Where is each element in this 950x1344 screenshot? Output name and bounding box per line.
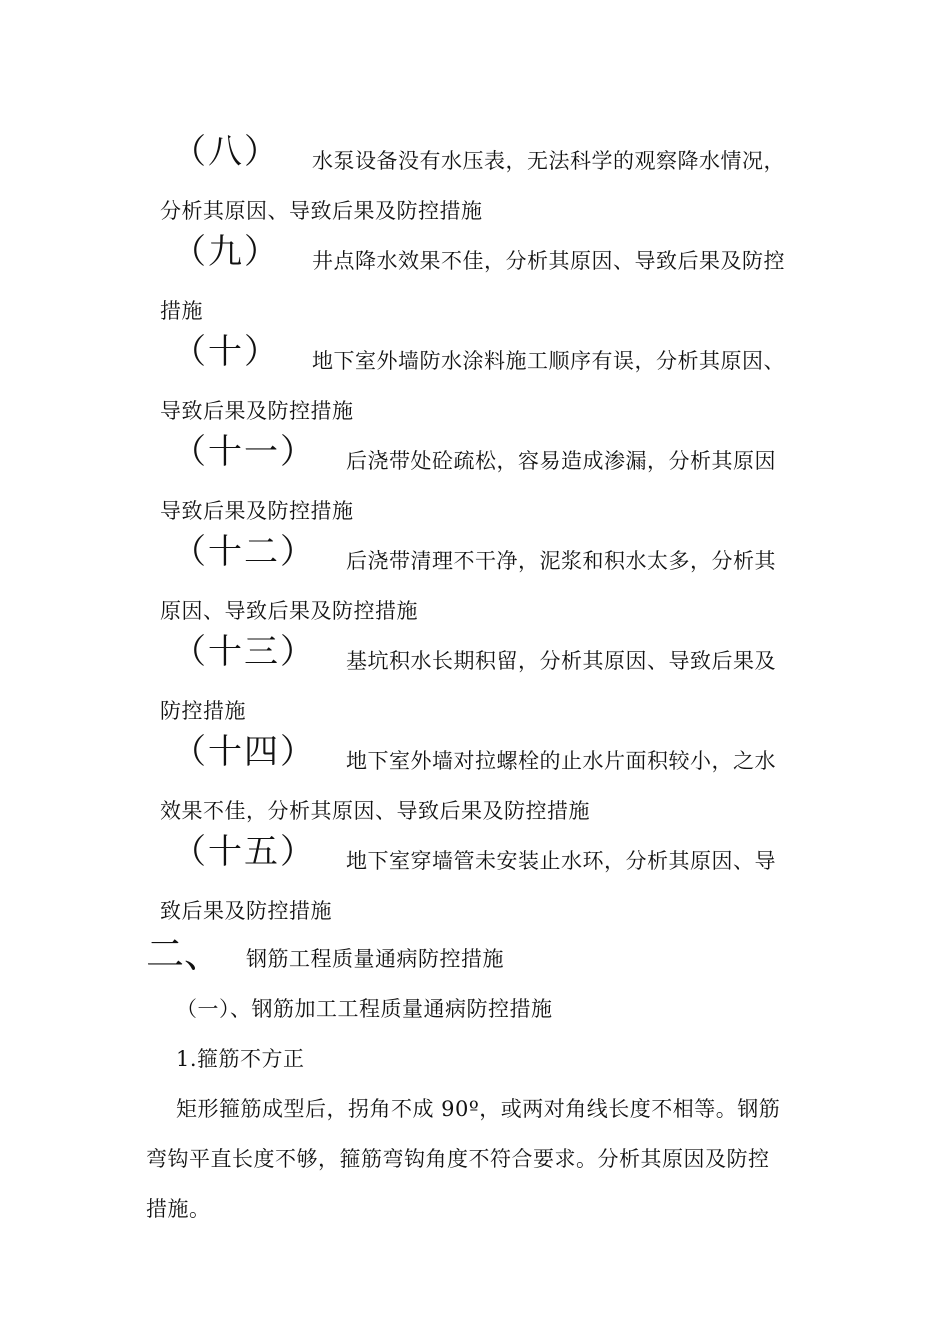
item-title-line1: 井点降水效果不佳，分析其原因、导致后果及防控 [312, 249, 785, 273]
item-number: （九） [172, 232, 280, 272]
section-number: 二、 [146, 932, 223, 976]
item-number: （十） [172, 332, 280, 372]
item-number: （十五） [172, 832, 316, 872]
item-title-line1: 地下室穿墙管未安装止水环，分析其原因、导 [346, 849, 776, 873]
subsection-title: （一）、钢筋加工工程质量通病防控措施 [176, 997, 553, 1021]
item-heading: 1.箍筋不方正 [176, 1047, 305, 1071]
section-title: 钢筋工程质量通病防控措施 [246, 947, 504, 971]
item-title-line2: 效果不佳，分析其原因、导致后果及防控措施 [160, 799, 590, 823]
item-number: （十二） [172, 532, 316, 572]
item-title-line2: 原因、导致后果及防控措施 [160, 599, 418, 623]
item-title-line1: 后浇带处砼疏松，容易造成渗漏，分析其原因 [346, 449, 776, 473]
item-title-line2: 致后果及防控措施 [160, 899, 332, 923]
paragraph-line: 矩形箍筋成型后，拐角不成 90º，或两对角线长度不相等。钢筋 [176, 1097, 781, 1121]
item-number: （十一） [172, 432, 316, 472]
item-number: （十四） [172, 732, 316, 772]
item-title-line2: 导致后果及防控措施 [160, 399, 354, 423]
item-number: （八） [172, 132, 280, 172]
item-number: （十三） [172, 632, 316, 672]
item-title-line2: 分析其原因、导致后果及防控措施 [160, 199, 483, 223]
item-title-line1: 水泵设备没有水压表，无法科学的观察降水情况， [312, 149, 785, 173]
paragraph-line: 措施。 [146, 1197, 211, 1221]
item-title-line2: 措施 [160, 299, 203, 323]
item-title-line1: 基坑积水长期积留，分析其原因、导致后果及 [346, 649, 776, 673]
paragraph-line: 弯钩平直长度不够，箍筋弯钩角度不符合要求。分析其原因及防控 [146, 1147, 770, 1171]
item-title-line2: 防控措施 [160, 699, 246, 723]
item-title-line1: 后浇带清理不干净，泥浆和积水太多，分析其 [346, 549, 776, 573]
item-title-line1: 地下室外墙防水涂料施工顺序有误，分析其原因、 [312, 349, 785, 373]
item-title-line2: 导致后果及防控措施 [160, 499, 354, 523]
item-title-line1: 地下室外墙对拉螺栓的止水片面积较小，之水 [346, 749, 776, 773]
